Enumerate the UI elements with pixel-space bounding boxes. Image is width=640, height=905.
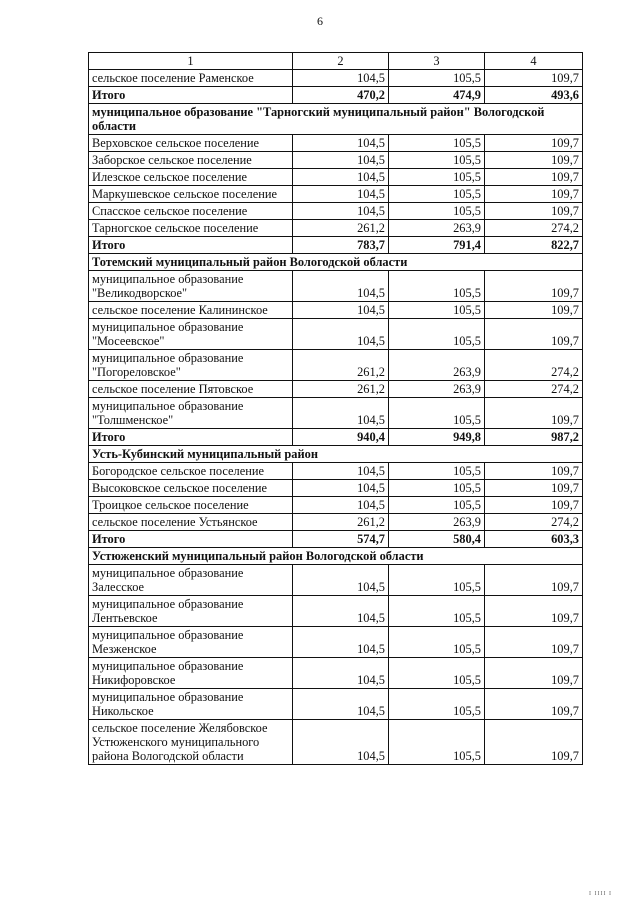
table-row (89, 514, 583, 531)
row-name-cell: Итого (89, 237, 293, 254)
value-col2-cell: 104,5 (293, 203, 389, 220)
value-col3-cell: 105,5 (389, 271, 485, 302)
value-col4-cell: 109,7 (485, 186, 583, 203)
row-name-cell: муниципальное образование Никольское (89, 689, 293, 720)
row-name-cell: муниципальное образование "Великодворское" (89, 271, 293, 302)
row-name-cell: Богородское сельское поселение (89, 463, 293, 480)
value-col4-cell: 109,7 (485, 135, 583, 152)
table-row (89, 381, 583, 398)
row-name-cell: Итого (89, 531, 293, 548)
row-name-cell: Итого (89, 429, 293, 446)
row-name-cell: Высоковское сельское поселение (89, 480, 293, 497)
section-heading-row (89, 254, 583, 271)
row-name-cell: Тарногское сельское поселение (89, 220, 293, 237)
value-col4-cell: 109,7 (485, 398, 583, 429)
value-col3-cell: 105,5 (389, 203, 485, 220)
value-col3-cell: 105,5 (389, 565, 485, 596)
column-header-2: 2 (293, 53, 389, 70)
value-col2-cell: 104,5 (293, 319, 389, 350)
value-col3-cell: 105,5 (389, 596, 485, 627)
value-col3-cell: 263,9 (389, 514, 485, 531)
value-col3-cell: 105,5 (389, 720, 485, 765)
value-col2-cell: 104,5 (293, 398, 389, 429)
row-name-cell: Троицкое сельское поселение (89, 497, 293, 514)
value-col2-cell: 261,2 (293, 220, 389, 237)
footer-barcode-mark: I IIII I (589, 891, 612, 897)
value-col3-cell: 263,9 (389, 381, 485, 398)
row-name-cell: Итого (89, 87, 293, 104)
value-col2-cell: 783,7 (293, 237, 389, 254)
value-col4-cell: 109,7 (485, 169, 583, 186)
row-name-cell: муниципальное образование "Погореловское" (89, 350, 293, 381)
total-row (89, 87, 583, 104)
value-col4-cell: 109,7 (485, 152, 583, 169)
value-col3-cell: 105,5 (389, 497, 485, 514)
table-row (89, 463, 583, 480)
value-col3-cell: 105,5 (389, 463, 485, 480)
table-row (89, 689, 583, 720)
value-col2-cell: 104,5 (293, 480, 389, 497)
value-col4-cell: 274,2 (485, 220, 583, 237)
table-row (89, 271, 583, 302)
table-row (89, 220, 583, 237)
table-row (89, 350, 583, 381)
row-name-cell: Илезское сельское поселение (89, 169, 293, 186)
value-col4-cell: 109,7 (485, 720, 583, 765)
page-number: 6 (317, 14, 323, 28)
value-col4-cell: 109,7 (485, 319, 583, 350)
row-name-cell: Маркушевское сельское поселение (89, 186, 293, 203)
table-row (89, 203, 583, 220)
value-col4-cell: 603,3 (485, 531, 583, 548)
value-col4-cell: 274,2 (485, 350, 583, 381)
row-name-cell: муниципальное образование "Мосеевское" (89, 319, 293, 350)
value-col3-cell: 791,4 (389, 237, 485, 254)
section-heading-row (89, 548, 583, 565)
value-col3-cell: 105,5 (389, 319, 485, 350)
row-name-cell: сельское поселение Пятовское (89, 381, 293, 398)
row-name-cell: муниципальное образование Мезженское (89, 627, 293, 658)
value-col2-cell: 104,5 (293, 135, 389, 152)
table-header-row (89, 53, 583, 70)
table-row (89, 398, 583, 429)
row-name-cell: Спасское сельское поселение (89, 203, 293, 220)
value-col2-cell: 940,4 (293, 429, 389, 446)
row-name-cell: муниципальное образование Залесское (89, 565, 293, 596)
value-col4-cell: 109,7 (485, 203, 583, 220)
value-col2-cell: 104,5 (293, 720, 389, 765)
value-col4-cell: 493,6 (485, 87, 583, 104)
table-row (89, 152, 583, 169)
row-name-cell: сельское поселение Желябовское Устюженского муниципального района Вологодской области (89, 720, 293, 765)
value-col4-cell: 109,7 (485, 689, 583, 720)
value-col3-cell: 105,5 (389, 302, 485, 319)
table-row (89, 186, 583, 203)
table-row (89, 627, 583, 658)
table-row (89, 70, 583, 87)
table-row (89, 169, 583, 186)
row-name-cell: муниципальное образование Лентьевское (89, 596, 293, 627)
table-row (89, 135, 583, 152)
value-col3-cell: 474,9 (389, 87, 485, 104)
value-col4-cell: 109,7 (485, 596, 583, 627)
value-col3-cell: 105,5 (389, 186, 485, 203)
row-name-cell: муниципальное образование "Толшменское" (89, 398, 293, 429)
table-row (89, 480, 583, 497)
value-col2-cell: 104,5 (293, 186, 389, 203)
value-col2-cell: 104,5 (293, 302, 389, 319)
value-col3-cell: 105,5 (389, 152, 485, 169)
value-col3-cell: 105,5 (389, 658, 485, 689)
section-heading-row (89, 104, 583, 135)
value-col2-cell: 104,5 (293, 658, 389, 689)
section-heading: Тотемский муниципальный район Вологодской области (89, 254, 583, 271)
value-col2-cell: 104,5 (293, 689, 389, 720)
value-col4-cell: 109,7 (485, 658, 583, 689)
section-heading-row (89, 446, 583, 463)
table-row (89, 497, 583, 514)
total-row (89, 429, 583, 446)
table-row (89, 302, 583, 319)
value-col3-cell: 105,5 (389, 689, 485, 720)
section-heading: Усть-Кубинский муниципальный район (89, 446, 583, 463)
value-col2-cell: 104,5 (293, 152, 389, 169)
value-col3-cell: 949,8 (389, 429, 485, 446)
value-col4-cell: 274,2 (485, 381, 583, 398)
table-row (89, 658, 583, 689)
row-name-cell: сельское поселение Раменское (89, 70, 293, 87)
value-col3-cell: 105,5 (389, 627, 485, 658)
section-heading: Устюженский муниципальный район Вологодской области (89, 548, 583, 565)
column-header-1: 1 (89, 53, 293, 70)
table-row (89, 596, 583, 627)
value-col4-cell: 109,7 (485, 463, 583, 480)
row-name-cell: муниципальное образование Никифоровское (89, 658, 293, 689)
value-col3-cell: 263,9 (389, 220, 485, 237)
value-col4-cell: 109,7 (485, 271, 583, 302)
value-col2-cell: 574,7 (293, 531, 389, 548)
table-row (89, 720, 583, 765)
value-col2-cell: 104,5 (293, 497, 389, 514)
value-col4-cell: 109,7 (485, 480, 583, 497)
row-name-cell: сельское поселение Устьянское (89, 514, 293, 531)
value-col4-cell: 109,7 (485, 497, 583, 514)
value-col2-cell: 104,5 (293, 565, 389, 596)
value-col3-cell: 105,5 (389, 70, 485, 87)
section-heading: муниципальное образование "Тарногский муниципальный район" Вологодской области (89, 104, 583, 135)
value-col3-cell: 105,5 (389, 135, 485, 152)
value-col3-cell: 580,4 (389, 531, 485, 548)
value-col4-cell: 822,7 (485, 237, 583, 254)
value-col2-cell: 104,5 (293, 463, 389, 480)
value-col3-cell: 105,5 (389, 398, 485, 429)
value-col3-cell: 263,9 (389, 350, 485, 381)
row-name-cell: Заборское сельское поселение (89, 152, 293, 169)
value-col2-cell: 261,2 (293, 350, 389, 381)
column-header-3: 3 (389, 53, 485, 70)
table-row (89, 319, 583, 350)
total-row (89, 237, 583, 254)
value-col4-cell: 109,7 (485, 70, 583, 87)
value-col2-cell: 104,5 (293, 70, 389, 87)
value-col2-cell: 104,5 (293, 596, 389, 627)
value-col2-cell: 104,5 (293, 169, 389, 186)
value-col2-cell: 104,5 (293, 271, 389, 302)
budget-table (88, 52, 583, 765)
row-name-cell: Верховское сельское поселение (89, 135, 293, 152)
value-col4-cell: 109,7 (485, 565, 583, 596)
value-col4-cell: 109,7 (485, 627, 583, 658)
table-row (89, 565, 583, 596)
value-col2-cell: 104,5 (293, 627, 389, 658)
value-col3-cell: 105,5 (389, 169, 485, 186)
value-col4-cell: 109,7 (485, 302, 583, 319)
value-col2-cell: 470,2 (293, 87, 389, 104)
column-header-4: 4 (485, 53, 583, 70)
total-row (89, 531, 583, 548)
value-col4-cell: 274,2 (485, 514, 583, 531)
value-col2-cell: 261,2 (293, 381, 389, 398)
value-col2-cell: 261,2 (293, 514, 389, 531)
value-col4-cell: 987,2 (485, 429, 583, 446)
row-name-cell: сельское поселение Калининское (89, 302, 293, 319)
value-col3-cell: 105,5 (389, 480, 485, 497)
